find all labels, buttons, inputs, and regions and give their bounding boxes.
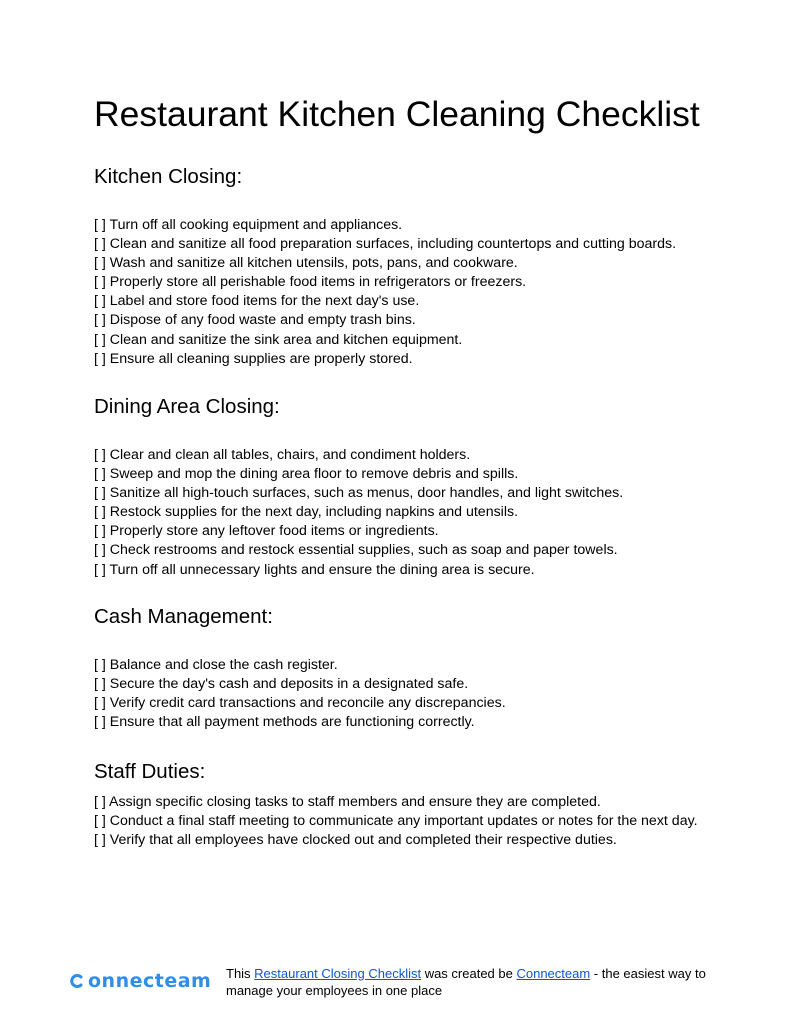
checklist-item: [ ] Secure the day's cash and deposits in a designated safe. (94, 676, 469, 693)
checklist-item: [ ] Verify credit card transactions and reconcile any discrepancies. (94, 695, 506, 712)
checklist-item: [ ] Verify that all employees have clocked out and completed their respective duties. (94, 832, 617, 849)
logo-text: onnecteam (88, 970, 212, 992)
checklist-item: [ ] Clear and clean all tables, chairs, and condiment holders. (94, 447, 471, 463)
checklist-item: [ ] Balance and close the cash register. (94, 657, 338, 673)
checklist-item: [ ] Restock supplies for the next day, including napkins and utensils. (94, 504, 519, 521)
section-heading: Cash Management: (94, 605, 273, 628)
checklist-item: [ ] Turn off all unnecessary lights and ensure the dining area is secure. (94, 561, 535, 578)
connecteam-link[interactable]: Connecteam (516, 966, 591, 981)
section-heading: Staff Duties: (94, 760, 206, 783)
checklist-item: [ ] Sweep and mop the dining area floor to remove debris and spills. (94, 466, 519, 483)
checklist (94, 216, 714, 369)
connecteam-logo-icon (68, 974, 86, 988)
document-title: Restaurant Kitchen Cleaning Checklist (94, 94, 700, 134)
checklist-item: [ ] Label and store food items for the next day's use. (94, 293, 420, 310)
checklist-item: [ ] Wash and sanitize all kitchen utensils, pots, pans, and cookware. (94, 255, 518, 272)
footer-middle: was created be (421, 966, 517, 981)
footer (0, 962, 800, 1002)
checklist-item: [ ] Properly store any leftover food items or ingredients. (94, 523, 439, 540)
footer-suffix: - the easiest way to manage your employees in one place (226, 966, 706, 998)
section-heading: Kitchen Closing: (94, 165, 243, 188)
section-cash-management (94, 604, 714, 732)
checklist-item: [ ] Dispose of any food waste and empty trash bins. (94, 312, 416, 329)
section-kitchen-closing (94, 164, 714, 369)
checklist-item: [ ] Sanitize all high-touch surfaces, such as menus, door handles, and light switches. (94, 485, 624, 502)
checklist-item: [ ] Check restrooms and restock essential supplies, such as soap and paper towels. (94, 542, 618, 559)
checklist-item: [ ] Assign specific closing tasks to staff members and ensure they are completed. (94, 794, 601, 810)
checklist-item: [ ] Clean and sanitize all food preparation surfaces, including countertops and cutting boards. (94, 236, 677, 253)
checklist-item: [ ] Properly store all perishable food items in refrigerators or freezers. (94, 274, 527, 291)
checklist (94, 793, 714, 850)
checklist-item: [ ] Conduct a final staff meeting to communicate any important updates or notes for the next day. (94, 813, 698, 830)
checklist-item: [ ] Clean and sanitize the sink area and kitchen equipment. (94, 331, 463, 348)
section-dining-area-closing (94, 394, 714, 580)
restaurant-closing-checklist-link[interactable]: Restaurant Closing Checklist (254, 966, 422, 981)
connecteam-logo[interactable] (68, 970, 211, 992)
checklist-item: [ ] Ensure all cleaning supplies are properly stored. (94, 350, 413, 367)
checklist-item: [ ] Ensure that all payment methods are functioning correctly. (94, 714, 475, 731)
checklist (94, 446, 714, 580)
footer-prefix: This (226, 966, 255, 981)
checklist (94, 656, 714, 732)
checklist-item: [ ] Turn off all cooking equipment and appliances. (94, 217, 403, 233)
footer-credit (226, 965, 706, 999)
section-heading: Dining Area Closing: (94, 395, 280, 418)
section-staff-duties (94, 759, 714, 850)
